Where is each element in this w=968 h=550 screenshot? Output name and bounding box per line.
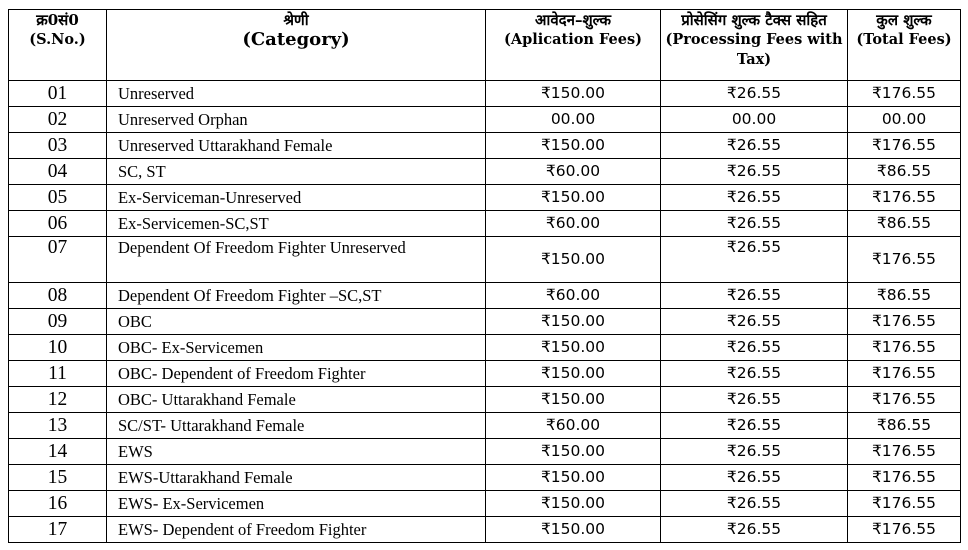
application-fee-cell: ₹150.00 xyxy=(486,517,661,543)
total-fee-cell: ₹176.55 xyxy=(848,335,961,361)
category-cell: Unreserved xyxy=(107,81,486,107)
total-fee-cell: ₹176.55 xyxy=(848,81,961,107)
sno-cell: 17 xyxy=(9,517,107,543)
sno-cell: 02 xyxy=(9,107,107,133)
header-application-hindi: आवेदन–शुल्क xyxy=(535,11,611,29)
total-fee-cell: ₹176.55 xyxy=(848,465,961,491)
table-row xyxy=(9,185,961,211)
total-fee-cell: ₹176.55 xyxy=(848,491,961,517)
total-fee-cell: ₹176.55 xyxy=(848,517,961,543)
header-total-fees xyxy=(848,10,961,81)
fee-table xyxy=(8,9,961,543)
sno-cell: 12 xyxy=(9,387,107,413)
category-cell: OBC- Uttarakhand Female xyxy=(107,387,486,413)
table-row xyxy=(9,237,961,283)
processing-fee-cell: ₹26.55 xyxy=(661,413,848,439)
application-fee-cell: 00.00 xyxy=(486,107,661,133)
category-cell: SC/ST- Uttarakhand Female xyxy=(107,413,486,439)
application-fee-cell: ₹60.00 xyxy=(486,283,661,309)
category-cell: Ex-Servicemen-SC,ST xyxy=(107,211,486,237)
application-fee-cell: ₹150.00 xyxy=(486,81,661,107)
category-cell: Dependent Of Freedom Fighter Unreserved xyxy=(107,237,486,283)
category-cell: EWS- Ex-Servicemen xyxy=(107,491,486,517)
application-fee-cell: ₹150.00 xyxy=(486,361,661,387)
category-cell: SC, ST xyxy=(107,159,486,185)
sno-cell: 07 xyxy=(9,237,107,283)
sno-cell: 13 xyxy=(9,413,107,439)
processing-fee-cell: ₹26.55 xyxy=(661,309,848,335)
table-row xyxy=(9,439,961,465)
header-processing-english: (Processing Fees with Tax) xyxy=(665,31,843,68)
category-cell: Dependent Of Freedom Fighter –SC,ST xyxy=(107,283,486,309)
fee-rows xyxy=(9,81,961,543)
processing-fee-cell: ₹26.55 xyxy=(661,361,848,387)
sno-cell: 15 xyxy=(9,465,107,491)
header-total-english: (Total Fees) xyxy=(856,31,952,48)
header-sno xyxy=(9,10,107,81)
processing-fee-cell: ₹26.55 xyxy=(661,159,848,185)
category-cell: OBC- Ex-Servicemen xyxy=(107,335,486,361)
header-category-hindi: श्रेणी xyxy=(283,11,309,29)
sno-cell: 04 xyxy=(9,159,107,185)
header-category-english: (Category) xyxy=(242,29,350,50)
sno-cell: 14 xyxy=(9,439,107,465)
category-cell: EWS-Uttarakhand Female xyxy=(107,465,486,491)
fee-table-container xyxy=(8,9,960,543)
total-fee-cell: ₹86.55 xyxy=(848,159,961,185)
category-cell: Unreserved Uttarakhand Female xyxy=(107,133,486,159)
processing-fee-cell: ₹26.55 xyxy=(661,335,848,361)
table-row xyxy=(9,517,961,543)
total-fee-cell: ₹86.55 xyxy=(848,413,961,439)
application-fee-cell: ₹150.00 xyxy=(486,309,661,335)
sno-cell: 01 xyxy=(9,81,107,107)
processing-fee-cell: ₹26.55 xyxy=(661,237,848,283)
category-cell: EWS- Dependent of Freedom Fighter xyxy=(107,517,486,543)
category-cell: Ex-Serviceman-Unreserved xyxy=(107,185,486,211)
application-fee-cell: ₹150.00 xyxy=(486,335,661,361)
category-cell: Unreserved Orphan xyxy=(107,107,486,133)
header-row xyxy=(9,10,961,81)
total-fee-cell: ₹176.55 xyxy=(848,133,961,159)
header-total-hindi: कुल शुल्क xyxy=(876,11,932,29)
category-cell: OBC xyxy=(107,309,486,335)
table-row xyxy=(9,81,961,107)
table-row xyxy=(9,309,961,335)
total-fee-cell: ₹176.55 xyxy=(848,237,961,283)
table-row xyxy=(9,361,961,387)
application-fee-cell: ₹150.00 xyxy=(486,491,661,517)
processing-fee-cell: ₹26.55 xyxy=(661,439,848,465)
category-cell: EWS xyxy=(107,439,486,465)
processing-fee-cell: ₹26.55 xyxy=(661,81,848,107)
processing-fee-cell: ₹26.55 xyxy=(661,133,848,159)
header-processing-hindi: प्रोसेसिंग शुल्क टैक्स सहित xyxy=(681,11,827,29)
table-row xyxy=(9,413,961,439)
header-application-english: (Aplication Fees) xyxy=(504,31,642,48)
application-fee-cell: ₹60.00 xyxy=(486,159,661,185)
total-fee-cell: ₹176.55 xyxy=(848,439,961,465)
processing-fee-cell: ₹26.55 xyxy=(661,491,848,517)
application-fee-cell: ₹150.00 xyxy=(486,465,661,491)
table-row xyxy=(9,283,961,309)
sno-cell: 05 xyxy=(9,185,107,211)
table-row xyxy=(9,159,961,185)
header-sno-english: (S.No.) xyxy=(29,31,86,48)
processing-fee-cell: 00.00 xyxy=(661,107,848,133)
header-sno-hindi: क्र0सं0 xyxy=(36,11,79,29)
processing-fee-cell: ₹26.55 xyxy=(661,211,848,237)
total-fee-cell: ₹86.55 xyxy=(848,211,961,237)
sno-cell: 11 xyxy=(9,361,107,387)
category-cell: OBC- Dependent of Freedom Fighter xyxy=(107,361,486,387)
table-row xyxy=(9,465,961,491)
application-fee-cell: ₹60.00 xyxy=(486,211,661,237)
processing-fee-cell: ₹26.55 xyxy=(661,465,848,491)
table-row xyxy=(9,387,961,413)
table-row xyxy=(9,211,961,237)
header-category xyxy=(107,10,486,81)
application-fee-cell: ₹150.00 xyxy=(486,185,661,211)
sno-cell: 10 xyxy=(9,335,107,361)
total-fee-cell: 00.00 xyxy=(848,107,961,133)
processing-fee-cell: ₹26.55 xyxy=(661,185,848,211)
table-row xyxy=(9,107,961,133)
table-row xyxy=(9,133,961,159)
application-fee-cell: ₹150.00 xyxy=(486,439,661,465)
total-fee-cell: ₹86.55 xyxy=(848,283,961,309)
total-fee-cell: ₹176.55 xyxy=(848,185,961,211)
sno-cell: 08 xyxy=(9,283,107,309)
sno-cell: 09 xyxy=(9,309,107,335)
total-fee-cell: ₹176.55 xyxy=(848,387,961,413)
sno-cell: 06 xyxy=(9,211,107,237)
total-fee-cell: ₹176.55 xyxy=(848,361,961,387)
sno-cell: 03 xyxy=(9,133,107,159)
header-application-fees xyxy=(486,10,661,81)
table-row xyxy=(9,335,961,361)
processing-fee-cell: ₹26.55 xyxy=(661,517,848,543)
total-fee-cell: ₹176.55 xyxy=(848,309,961,335)
application-fee-cell: ₹150.00 xyxy=(486,133,661,159)
application-fee-cell: ₹150.00 xyxy=(486,387,661,413)
processing-fee-cell: ₹26.55 xyxy=(661,283,848,309)
processing-fee-cell: ₹26.55 xyxy=(661,387,848,413)
application-fee-cell: ₹60.00 xyxy=(486,413,661,439)
application-fee-cell: ₹150.00 xyxy=(486,237,661,283)
header-processing-fees xyxy=(661,10,848,81)
sno-cell: 16 xyxy=(9,491,107,517)
table-row xyxy=(9,491,961,517)
